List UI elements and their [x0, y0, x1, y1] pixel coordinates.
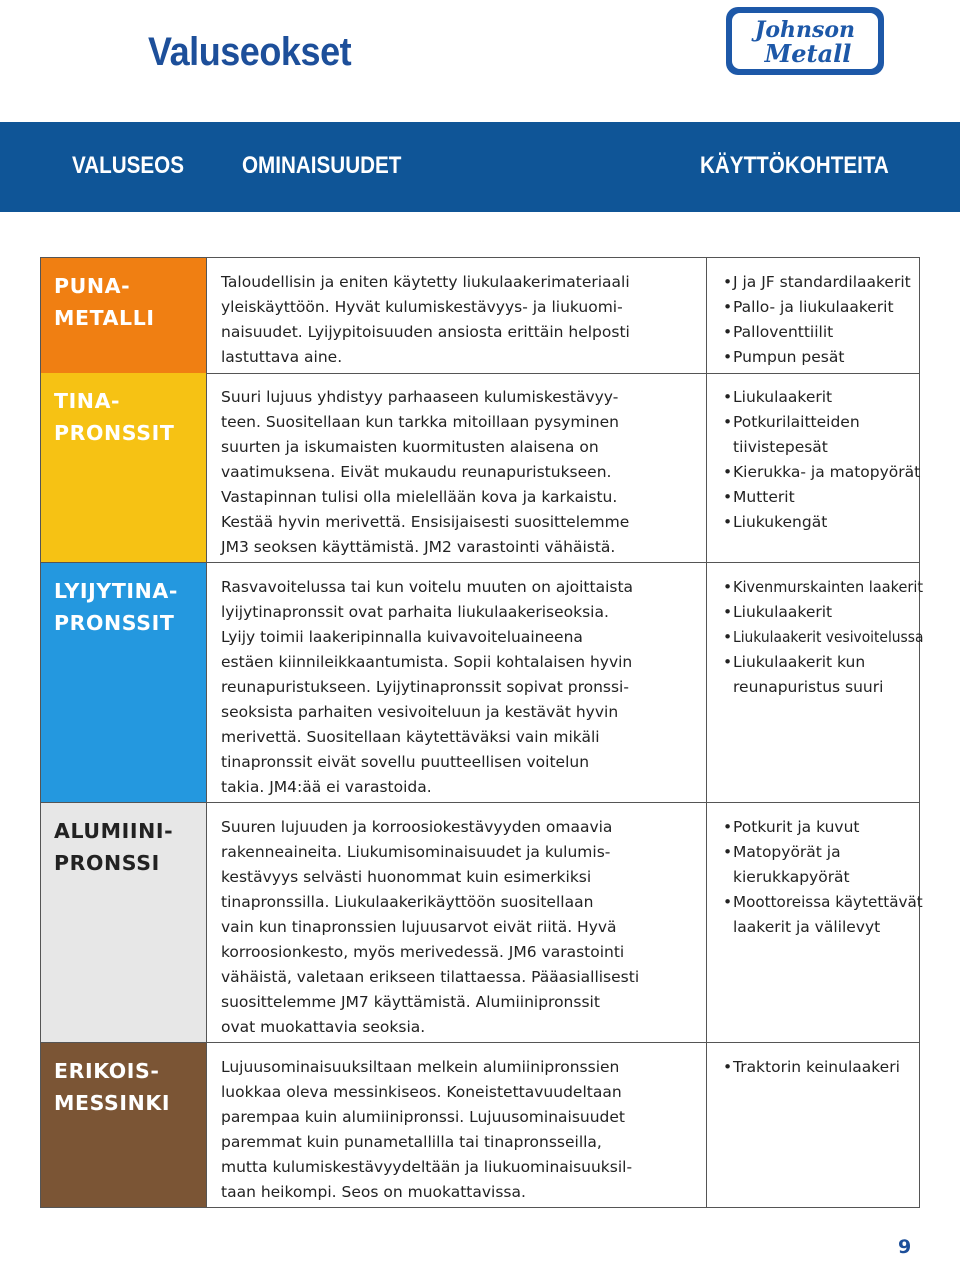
uses-cell: [707, 563, 924, 802]
properties-cell: [207, 373, 707, 562]
uses-list-item: [723, 650, 915, 700]
uses-cell: [707, 803, 923, 1042]
properties-cell: [207, 563, 707, 802]
properties-line: suosittelemme JM7 käyttämistä. Alumiinipronssit: [221, 993, 600, 1011]
uses-item-text: • Kierukka- ja matopyörät: [733, 463, 921, 481]
table-row-punametalli: [40, 257, 920, 374]
uses-list: [723, 815, 923, 940]
properties-line: mutta kulumiskestävyydeltään ja liukuominaisuuksil-: [221, 1158, 633, 1176]
uses-list-item: [723, 890, 923, 940]
logo-text-johnson: Johnson: [754, 17, 856, 43]
alloy-name-line: TINA-: [54, 389, 121, 413]
page-number: 9: [898, 1236, 912, 1258]
properties-line: reunapuristukseen. Lyijytinapronssit sopivat pronssi-: [221, 678, 629, 696]
uses-list-item: [723, 575, 924, 600]
uses-item-text: • Pumpun pesät: [733, 348, 845, 366]
uses-cell: [707, 373, 920, 562]
uses-list-item: [723, 345, 915, 370]
properties-line: korroosionkesto, myös merivedessä. JM6 varastointi: [221, 943, 625, 961]
properties-cell: [207, 803, 707, 1042]
table-row-erikoismessinki: [40, 1043, 920, 1208]
uses-item-text: • Liukulaakerit kun: [733, 653, 866, 671]
properties-line: Taloudellisin ja eniten käytetty liukulaakerimateriaali: [221, 273, 630, 291]
properties-line: takia. JM4:ää ei varastoida.: [221, 778, 432, 796]
alloy-name-line: PRONSSIT: [54, 421, 175, 445]
uses-item-text: • Matopyörät ja: [733, 843, 841, 861]
properties-line: kestävyys selvästi huonommat kuin esimerkiksi: [221, 868, 592, 886]
properties-line: suurten ja iskumaisten kuormitusten alaisena on: [221, 438, 599, 456]
uses-list-item: [723, 295, 915, 320]
properties-line: Lyijy toimii laakeripinnalla kuivavoiteluaineena: [221, 628, 583, 646]
alloy-name-cell: [40, 258, 207, 373]
alloy-name-line: LYIJYTINA-: [54, 579, 178, 603]
properties-line: Kestää hyvin merivettä. Ensisijaisesti suosittelemme: [221, 513, 630, 531]
uses-list: [723, 575, 924, 700]
alloy-name-cell: [40, 803, 207, 1042]
uses-list-item: [723, 600, 915, 625]
page-title: Valuseokset: [148, 30, 352, 74]
alloy-name-line: METALLI: [54, 306, 155, 330]
uses-item-text: reunapuristus suuri: [733, 678, 884, 696]
properties-line: yleiskäyttöön. Hyvät kulumiskestävyys- ja liukuomi-: [221, 298, 623, 316]
uses-list-item: [723, 460, 921, 485]
alloy-name-line: MESSINKI: [54, 1091, 171, 1115]
uses-list-item: [723, 270, 915, 295]
uses-item-text: • Palloventtiilit: [733, 323, 834, 341]
uses-item-text: • Kivenmurskainten laakerit: [733, 578, 924, 596]
table-row-alumiinipronssi: [40, 803, 923, 1043]
properties-line: luokkaa oleva messinkiseos. Koneistettavuudeltaan: [221, 1083, 622, 1101]
uses-list-item: [723, 840, 915, 890]
table-row-lyijytinapronssit: [40, 563, 924, 803]
properties-line: lastuttava aine.: [221, 348, 343, 366]
properties-line: estäen kiinnileikkaantumista. Sopii kohtalaisen hyvin: [221, 653, 633, 671]
johnson-metall-logo: [724, 5, 886, 77]
properties-line: JM3 seoksen käyttämistä. JM2 varastointi vähäistä.: [221, 538, 616, 556]
properties-line: Vastapinnan tulisi olla mielellään kova ja karkaistu.: [221, 488, 618, 506]
uses-list: [723, 270, 915, 370]
properties-line: Lujuusominaisuuksiltaan melkein alumiinipronssien: [221, 1058, 620, 1076]
uses-item-text: • Traktorin keinulaakeri: [733, 1058, 900, 1076]
properties-line: taan heikompi. Seos on muokattavissa.: [221, 1183, 526, 1201]
uses-list: [723, 385, 921, 535]
properties-line: Suuren lujuuden ja korroosiokestävyyden omaavia: [221, 818, 613, 836]
uses-list-item: [723, 625, 924, 650]
uses-item-text: • Moottoreissa käytettävät: [733, 893, 923, 911]
alloy-name-cell: [40, 1043, 207, 1207]
uses-item-text: • Liukukengät: [733, 513, 828, 531]
properties-line: vähäistä, valetaan erikseen tilattaessa. Pääasiallisesti: [221, 968, 640, 986]
properties-line: Suuri lujuus yhdistyy parhaaseen kulumiskestävyy-: [221, 388, 619, 406]
properties-line: teen. Suositellaan kun tarkka mitoillaan pysyminen: [221, 413, 619, 431]
properties-line: parempaa kuin alumiinipronssi. Lujuusominaisuudet: [221, 1108, 626, 1126]
uses-item-text: kierukkapyörät: [733, 868, 850, 886]
uses-cell: [707, 258, 920, 373]
properties-line: naisuudet. Lyijypitoisuuden ansiosta erittäin helposti: [221, 323, 630, 341]
alloy-name-cell: [40, 373, 207, 562]
properties-line: merivettä. Suositellaan käytettäväksi vain mikäli: [221, 728, 600, 746]
properties-line: vaatimuksena. Eivät mukaudu reunapuristukseen.: [221, 463, 612, 481]
properties-line: rakenneaineita. Liukumisominaisuudet ja kulumis-: [221, 843, 611, 861]
properties-line: Rasvavoitelussa tai kun voitelu muuten on ajoittaista: [221, 578, 634, 596]
uses-cell: [707, 1043, 920, 1207]
uses-list: [723, 1055, 915, 1080]
uses-list-item: [723, 510, 915, 535]
logo-text-metall: Metall: [764, 39, 852, 68]
properties-cell: [207, 1043, 707, 1207]
table-row-tinapronssit: [40, 373, 920, 563]
alloy-name-line: PRONSSIT: [54, 611, 175, 635]
alloy-name-line: ERIKOIS-: [54, 1059, 160, 1083]
uses-list-item: [723, 815, 915, 840]
uses-item-text: laakerit ja välilevyt: [733, 918, 881, 936]
properties-line: ovat muokattavia seoksia.: [221, 1018, 426, 1036]
column-header-properties: OMINAISUUDET: [242, 152, 402, 179]
uses-list-item: [723, 1055, 915, 1080]
uses-list-item: [723, 485, 915, 510]
uses-item-text: • Liukulaakerit vesivoitelussa: [733, 628, 924, 646]
alloy-name-cell: [40, 563, 207, 802]
alloy-name-line: ALUMIINI-: [54, 819, 174, 843]
uses-item-text: • Potkurit ja kuvut: [733, 818, 860, 836]
properties-cell: [207, 258, 707, 373]
alloy-name-line: PRONSSI: [54, 851, 160, 875]
properties-line: tinapronssilla. Liukulaakerikäyttöön suositellaan: [221, 893, 594, 911]
uses-item-text: • Liukulaakerit: [733, 388, 833, 406]
uses-list-item: [723, 320, 915, 345]
column-header-uses: KÄYTTÖKOHTEITA: [700, 152, 889, 179]
uses-item-text: tiivistepesät: [733, 438, 828, 456]
uses-item-text: • J ja JF standardilaakerit: [733, 273, 911, 291]
properties-line: paremmat kuin punametallilla tai tinapronsseilla,: [221, 1133, 602, 1151]
column-header-alloy: VALUSEOS: [72, 152, 185, 179]
alloy-name-line: PUNA-: [54, 274, 131, 298]
properties-line: tinapronssit eivät sovellu puutteellisen voitelun: [221, 753, 590, 771]
uses-list-item: [723, 410, 915, 460]
uses-item-text: • Mutterit: [733, 488, 795, 506]
uses-item-text: • Pallo- ja liukulaakerit: [733, 298, 894, 316]
properties-line: vain kun tinapronssien lujuusarvot eivät riitä. Hyvä: [221, 918, 617, 936]
uses-item-text: • Potkurilaitteiden: [733, 413, 860, 431]
properties-line: seoksista parhaiten vesivoiteluun ja kestävät hyvin: [221, 703, 619, 721]
uses-item-text: • Liukulaakerit: [733, 603, 833, 621]
alloy-table: [40, 257, 924, 1208]
properties-line: lyijytinapronssit ovat parhaita liukulaakeriseoksia.: [221, 603, 609, 621]
uses-list-item: [723, 385, 915, 410]
